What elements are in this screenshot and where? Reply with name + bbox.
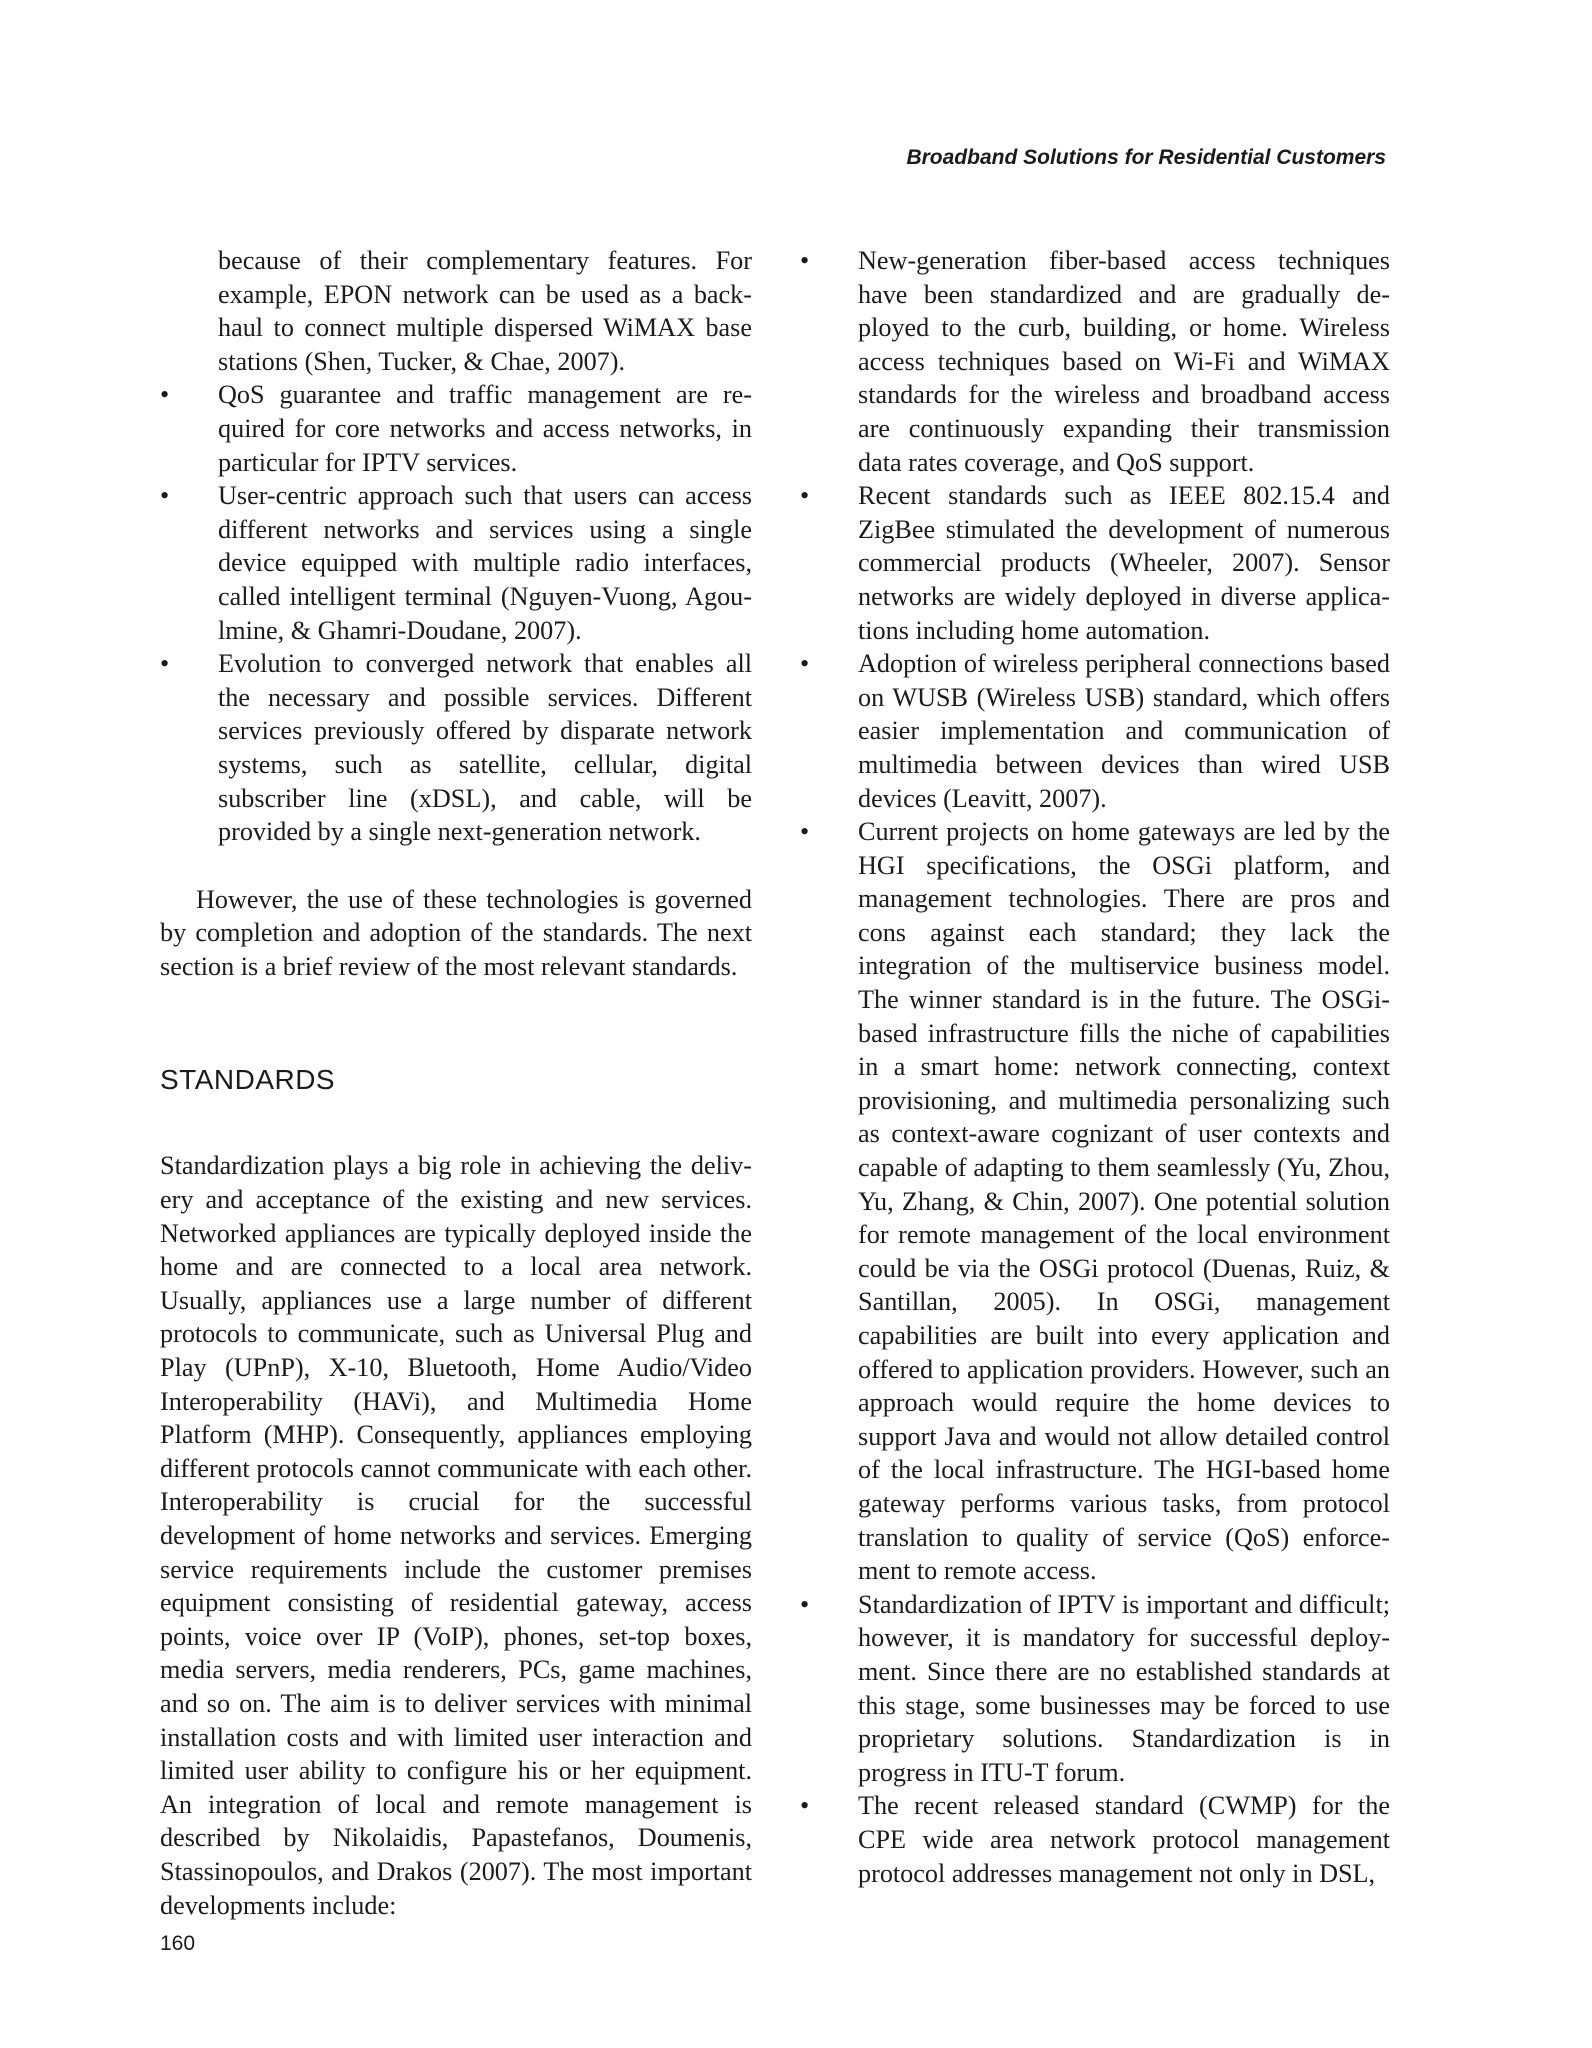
left-bullet-list [160,378,752,848]
list-item: • Evolution to converged network that enables all the necessary and possible services. Different services previously offered by disparate network systems, such as satellite, cellular, digital subscriber line (xDSL), and cable, will be provided by a single next-generation network. [160,647,752,849]
list-item: • QoS guarantee and traffic management are required for core networks and access networks, in particular for IPTV services. [160,378,752,479]
body-paragraph: However, the use of these technologies is governed by completion and adoption of the standards. The next section is a brief review of the most relevant standards. [160,884,752,981]
running-header: Broadband Solutions for Residential Customers [906,146,1386,169]
section-heading: STANDARDS [160,1064,336,1096]
list-item: • Standardization of IPTV is important and difficult; however, it is mandatory for successful deployment. Since there are no established standards at this stage, some businesses may be forced to use proprietary solutions. Standardization is in progress in ITU-T forum. [800,1588,1390,1790]
list-item: • New-generation fiber-based access techniques have been standardized and are gradually deployed to the curb, building, or home. Wireless access techniques based on Wi-Fi and WiMAX standards for the wireless and broadband access are continuously expanding their transmission data rates coverage, and QoS support. [800,244,1390,479]
page-number: 160 [160,1932,196,1955]
continued-bullet-text: because of their complementary features. For example, EPON network can be used as a backhaul to connect multiple dispersed WiMAX base stations (Shen, Tucker, & Chae, 2007). [218,246,752,376]
list-item: • The recent released standard (CWMP) for the CPE wide area network protocol management protocol addresses management not only in DSL, [800,1789,1390,1890]
list-item: • User-centric approach such that users can access different networks and services using a single device equipped with multiple radio interfaces, called intelligent terminal (Nguyen-Vuong, Agoulmine, & Ghamri-Doudane, 2007). [160,479,752,647]
list-item: • Recent standards such as IEEE 802.15.4 and ZigBee stimulated the development of numerous commercial products (Wheeler, 2007). Sensor networks are widely deployed in diverse applications including home automation. [800,479,1390,647]
list-item: • Adoption of wireless peripheral connections based on WUSB (Wireless USB) standard, which offers easier implementation and communication of multimedia between devices than wired USB devices (Leavitt, 2007). [800,647,1390,815]
right-bullet-list [800,244,1390,1890]
list-item: • Current projects on home gateways are led by the HGI specifications, the OSGi platform, and management technologies. There are pros and cons against each standard; they lack the integration of the multiservice business model. The winner standard is in the future. The OSGi-based infrastructure fills the niche of capabilities in a smart home: network connecting, context provisioning, and multimedia personalizing such as context-aware cognizant of user contexts and capable of adapting to them seamlessly (Yu, Zhou, Yu, Zhang, & Chin, 2007). One potential solution for remote management of the local environment could be via the OSGi protocol (Duenas, Ruiz, & Santillan, 2005). In OSGi, management capabilities are built into every application and offered to application providers. However, such an approach would require the home devices to support Java and would not allow detailed control of the local infrastructure. The HGI-based home gateway performs various tasks, from protocol translation to quality of service (QoS) enforcement to remote access. [800,815,1390,1588]
left-column [160,244,752,1922]
section-body-paragraph: Standardization plays a big role in achieving the delivery and acceptance of the existing and new services. Networked appliances are typically deployed inside the home and are connected to a local area network. Usually, appliances use a large number of different protocols to communicate, such as Universal Plug and Play (UPnP), X-10, Bluetooth, Home Audio/Video Interoperability (HAVi), and Multimedia Home Platform (MHP). Consequently, appliances employing different protocols cannot communicate with each other. Interoperability is crucial for the successful development of home networks and services. Emerging service requirements include the customer premises equipment consisting of residential gateway, access points, voice over IP (VoIP), phones, set-top boxes, media servers, media renderers, PCs, game machines, and so on. The aim is to deliver services with minimal installation costs and with limited user interaction and limited user ability to configure his or her equipment. An integration of local and remote management is described by Nikolaidis, Papastefanos, Doumenis, Stassinopoulos, and Drakos (2007). The most important developments include: [160,1151,752,1920]
right-column [800,244,1390,1890]
